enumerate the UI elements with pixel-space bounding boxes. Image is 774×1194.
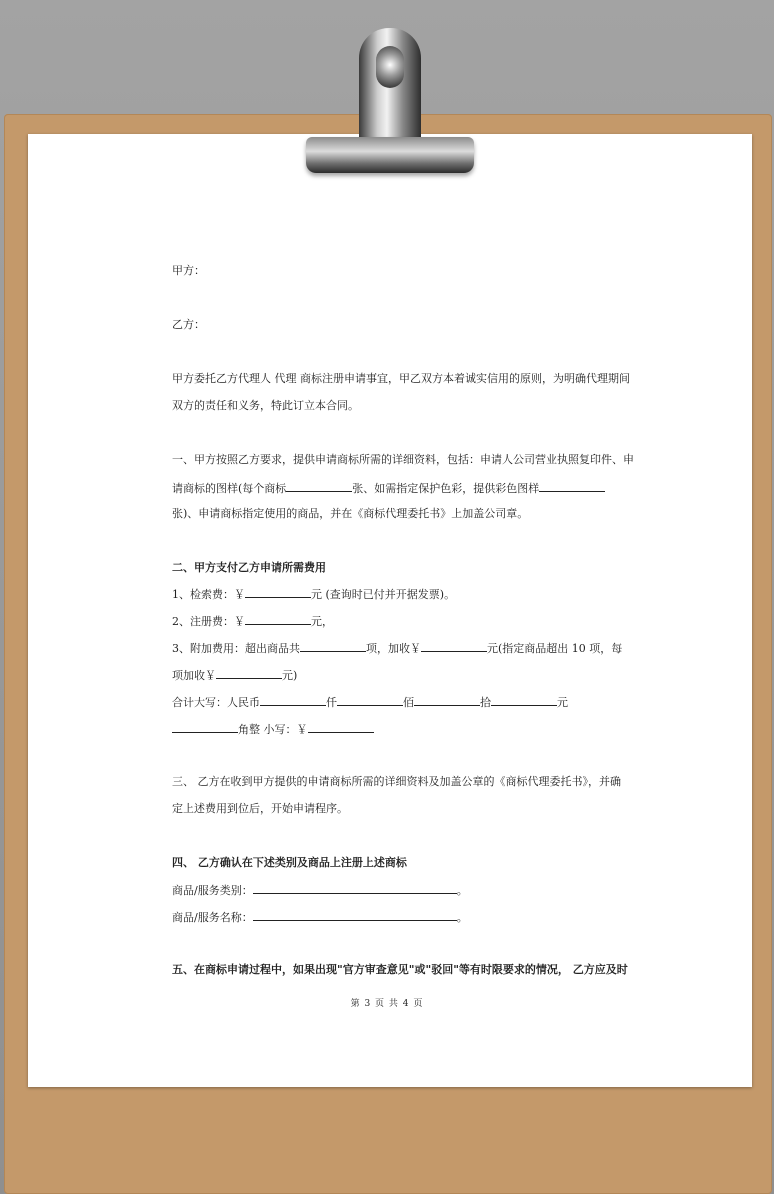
- blank-field[interactable]: [245, 612, 311, 625]
- section-3-line-1: 三、 乙方在收到甲方提供的申请商标所需的详细资料及加盖公章的《商标代理委托书》，并确: [172, 775, 621, 788]
- fee-search: 1、检索费：￥ 元 (查询时已付并开据发票)。: [172, 585, 604, 603]
- blank-field[interactable]: [421, 639, 487, 652]
- section-5-line-1: 五、在商标申请过程中，如果出现"官方审查意见"或"驳回"等有时限要求的情况， 乙方应及时: [172, 963, 628, 976]
- goods-name: 商品/服务名称： 。: [172, 908, 604, 926]
- blank-field[interactable]: [172, 720, 238, 733]
- binder-clip-base: [306, 137, 474, 173]
- section-4-title: 四、 乙方确认在下述类别及商品上注册上述商标: [172, 856, 407, 869]
- fee-additional: 3、附加费用：超出商品共 项，加收￥ 元(指定商品超出 10 项，每: [172, 639, 604, 657]
- blank-field[interactable]: [491, 693, 557, 706]
- section-1-line-1: 一、甲方按照乙方要求，提供申请商标所需的详细资料，包括：申请人公司营业执照复印件、申: [172, 453, 634, 466]
- blank-field[interactable]: [253, 908, 457, 921]
- blank-field[interactable]: [337, 693, 403, 706]
- blank-field[interactable]: [216, 666, 282, 679]
- party-b: 乙方：: [172, 318, 205, 331]
- blank-field[interactable]: [260, 693, 326, 706]
- fee-additional-line-2: 项加收￥ 元): [172, 666, 604, 684]
- blank-field[interactable]: [414, 693, 480, 706]
- section-3-line-2: 定上述费用到位后，开始申请程序。: [172, 802, 348, 815]
- total-uppercase: 合计大写：人民币 仟 佰 拾 元: [172, 693, 604, 711]
- total-lowercase: 角整 小写：￥: [172, 720, 604, 738]
- blank-field[interactable]: [253, 881, 457, 894]
- blank-field[interactable]: [286, 479, 352, 492]
- section-1-line-3: 张)、申请商标指定使用的商品，并在《商标代理委托书》上加盖公司章。: [172, 507, 529, 520]
- blank-field[interactable]: [300, 639, 366, 652]
- intro-line-2: 双方的责任和义务，特此订立本合同。: [172, 399, 359, 412]
- blank-field[interactable]: [308, 720, 374, 733]
- blank-field[interactable]: [245, 585, 311, 598]
- intro-line-1: 甲方委托乙方代理人 代理 商标注册申请事宜，甲乙双方本着诚实信用的原则，为明确代理期间: [172, 372, 630, 385]
- page-number: 第 3 页 共 4 页: [350, 999, 424, 1009]
- blank-field[interactable]: [539, 479, 605, 492]
- party-a: 甲方：: [172, 264, 205, 277]
- goods-category: 商品/服务类别： 。: [172, 881, 604, 899]
- section-2-title: 二、甲方支付乙方申请所需费用: [172, 561, 326, 574]
- section-1-line-2: 请商标的图样(每个商标 张、如需指定保护色彩，提供彩色图样: [172, 479, 604, 497]
- fee-register: 2、注册费：￥ 元，: [172, 612, 604, 630]
- binder-clip-hole: [376, 46, 404, 88]
